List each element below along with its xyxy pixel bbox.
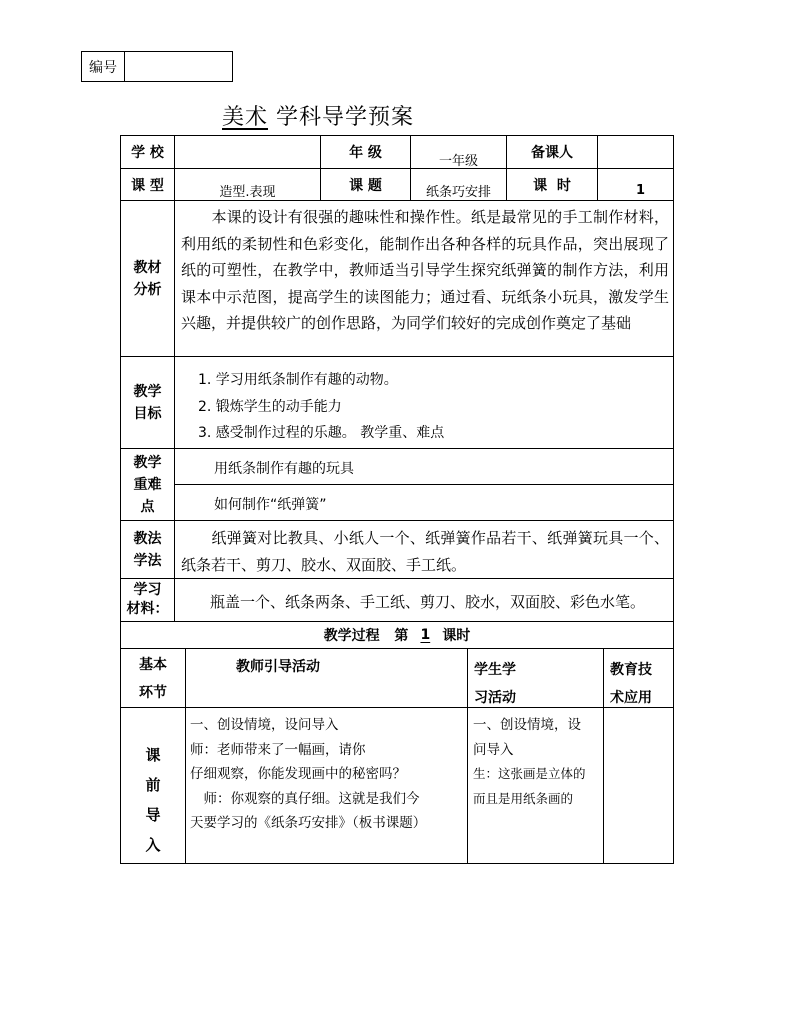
methods-label: 教法 学法 (133, 530, 162, 569)
topic-value: 纸条巧安排 (425, 185, 491, 200)
key-focus: 用纸条制作有趣的玩具 (214, 461, 354, 477)
analysis-text: 本课的设计有很强的趣味性和操作性。纸是最常见的手工制作材料，利用纸的柔韧性和色彩变化，能制作出各种各样的玩具作品，突出展现了纸的可塑性，在教学中，教师适当引导学生探究纸弹簧的制作方法，利用课本中示范图，提高学生的读图能力；通过看、玩纸条小玩具，激发学生兴趣，并提供较广的创作思路，为同学们较好的完成创作奠定了基础 (181, 208, 669, 332)
title-subject: 美术 (222, 105, 269, 130)
goal-item-3: 3. 感受制作过程的乐趣。 教学重、难点 (198, 425, 445, 441)
school-value (175, 136, 320, 168)
school-label: 学 校 (131, 145, 164, 161)
goals-label: 教学 目标 (133, 383, 162, 422)
tech-application (604, 708, 673, 863)
key-points-label: 教学 重难 点 (133, 454, 162, 515)
stage-label: 课 前 导 入 (145, 746, 161, 854)
id-box (81, 51, 233, 82)
teacher-activity: 一、创设情境，设问导入 师：老师带来了一幅画，请你 仔细观察，你能发现画中的秘密吗？ 师：你观察的真仔细。这就是我们今 天要学习的《纸条巧安排》（板书课题） (190, 717, 427, 831)
preparer-value (598, 136, 673, 168)
header-stage: 基本 环节 (139, 656, 167, 701)
type-label: 课 型 (131, 177, 164, 194)
goal-item-1: 1. 学习用纸条制作有趣的动物。 (198, 372, 398, 388)
materials-text: 瓶盖一个、纸条两条、手工纸、剪刀、胶水，双面胶、彩色水笔。 (210, 593, 646, 611)
student-activity: 一、创设情境，设 问导入 生：这张画是立体的 而且是用纸条画的 (473, 717, 586, 806)
hours-value: 1 (635, 183, 646, 198)
grade-value: 一年级 (438, 153, 478, 169)
hours-label: 课 时 (533, 177, 571, 194)
key-difficulty: 如何制作“纸弹簧” (214, 497, 327, 513)
type-value: 造型.表现 (219, 185, 276, 200)
topic-label: 课 题 (349, 177, 382, 194)
header-teacher: 教师引导活动 (236, 659, 320, 675)
goal-item-2: 2. 锻炼学生的动手能力 (198, 399, 342, 415)
grade-label: 年 级 (349, 145, 382, 161)
materials-label: 学习 材料： (126, 582, 169, 617)
title-rest: 学科导学预案 (276, 105, 415, 130)
header-student: 学生学 习活动 (474, 662, 516, 706)
preparer-label: 备课人 (531, 145, 573, 161)
lesson-number: 1 (420, 627, 431, 643)
process-heading: 教学过程 第 1 课时 (323, 627, 471, 644)
id-label: 编号 (82, 52, 125, 81)
header-tech: 教育技 术应用 (610, 662, 652, 706)
page-title (222, 100, 414, 131)
methods-text: 纸弹簧对比教具、小纸人一个、纸弹簧作品若干、纸弹簧玩具一个、纸条若干、剪刀、胶水、双面胶、手工纸。 (181, 529, 669, 574)
analysis-label: 教材 分析 (133, 259, 162, 298)
